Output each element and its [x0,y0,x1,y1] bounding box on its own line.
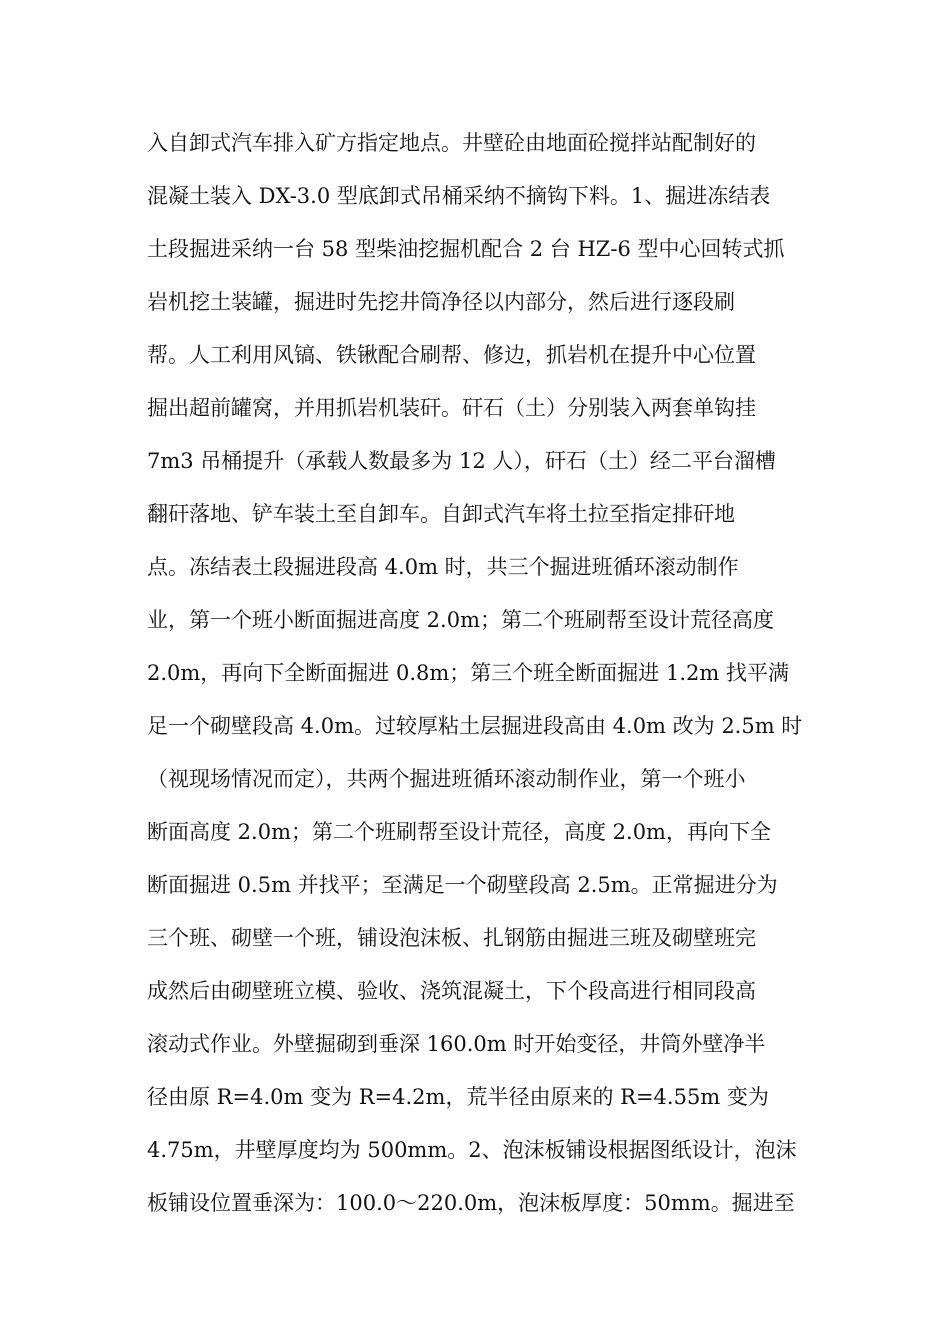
text-line: 板铺设位置垂深为：100.0～220.0m，泡沫板厚度：50mm。掘进至 [147,1191,795,1215]
text-line: 滚动式作业。外壁掘砌到垂深 160.0m 时开始变径，井筒外壁净半 [147,1032,766,1056]
text-line: 成然后由砌壁班立模、验收、浇筑混凝土，下个段高进行相同段高 [147,979,756,1003]
text-line: 掘出超前罐窝，并用抓岩机装矸。矸石（土）分别装入两套单钩挂 [147,396,756,420]
text-line: 2.0m，再向下全断面掘进 0.8m；第三个班全断面掘进 1.2m 找平满 [147,661,789,685]
text-line: 混凝土装入 DX-3.0 型底卸式吊桶采纳不摘钩下料。1、掘进冻结表 [147,184,771,208]
text-line: 7m3 吊桶提升（承载人数最多为 12 人），矸石（土）经二平台溜槽 [147,449,776,473]
text-line: 岩机挖土装罐，掘进时先挖井筒净径以内部分，然后进行逐段刷 [147,290,735,314]
text-line: 三个班、砌壁一个班，铺设泡沫板、扎钢筋由掘进三班及砌壁班完 [147,926,756,950]
text-line: 业，第一个班小断面掘进高度 2.0m；第二个班刷帮至设计荒径高度 [147,608,774,632]
text-line: 径由原 R=4.0m 变为 R=4.2m，荒半径由原来的 R=4.55m 变为 [147,1085,769,1109]
text-line: 断面高度 2.0m；第二个班刷帮至设计荒径，高度 2.0m，再向下全 [147,820,771,844]
text-line: （视现场情况而定），共两个掘进班循环滚动制作业，第一个班小 [147,767,746,791]
text-line: 帮。人工利用风镐、铁锹配合刷帮、修边，抓岩机在提升中心位置 [147,343,756,367]
body-paragraph [147,117,807,1230]
text-line: 足一个砌壁段高 4.0m。过较厚粘土层掘进段高由 4.0m 改为 2.5m 时 [147,714,803,738]
text-line: 翻矸落地、铲车装土至自卸车。自卸式汽车将土拉至指定排矸地 [147,502,735,526]
text-line: 断面掘进 0.5m 并找平；至满足一个砌壁段高 2.5m。正常掘进分为 [147,873,778,897]
text-line: 土段掘进采纳一台 58 型柴油挖掘机配合 2 台 HZ-6 型中心回转式抓 [147,237,785,261]
text-line: 入自卸式汽车排入矿方指定地点。井壁砼由地面砼搅拌站配制好的 [147,131,756,155]
text-line: 点。冻结表土段掘进段高 4.0m 时，共三个掘进班循环滚动制作 [147,555,739,579]
text-line: 4.75m，井壁厚度均为 500mm。2、泡沫板铺设根据图纸设计，泡沫 [147,1138,797,1162]
